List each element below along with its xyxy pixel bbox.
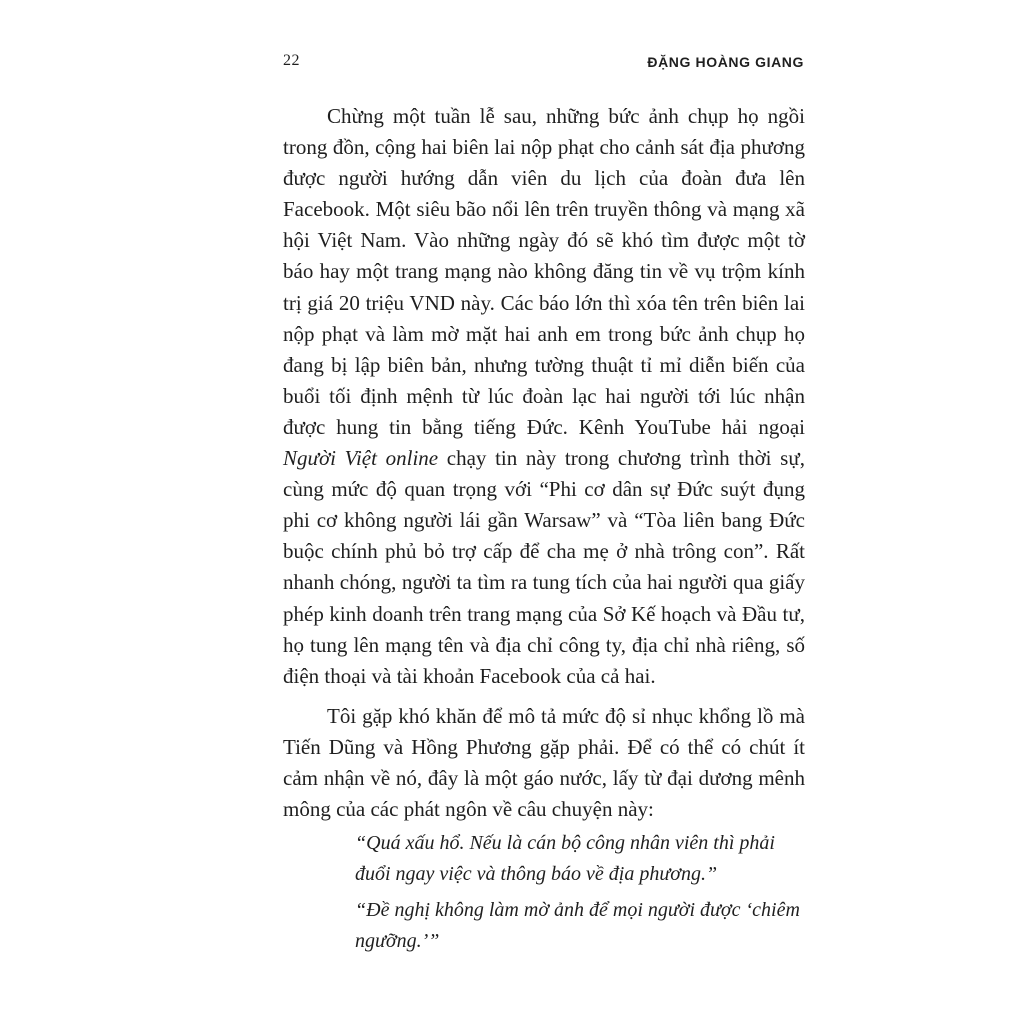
channel-name-italic: Người Việt online xyxy=(283,446,439,471)
body-text xyxy=(283,101,805,825)
paragraph-2: Tôi gặp khó khăn để mô tả mức độ sỉ nhục khổng lồ mà Tiến Dũng và Hồng Phương gặp phải. Để có thể có chút ít cảm nhận về nó, đây là một gáo nước, lấy từ đại dương mênh mông của các phát ngôn về câu chuyện này: xyxy=(283,703,805,822)
paragraph-1-text-after: chạy tin này trong chương trình thời sự, cùng mức độ quan trọng với “Phi cơ dân sự Đức suýt đụng phi cơ không người lái gần Warsaw” và “Tòa liên bang Đức buộc chính phủ bỏ trợ cấp để cha mẹ ở nhà trông con”. Rất nhanh chóng, người ta tìm ra tung tích của hai người qua giấy phép kinh doanh trên trang mạng của Sở Kế hoạch và Đầu tư, họ tung lên mạng tên và địa chỉ công ty, địa chỉ nhà riêng, số điện thoại và tài khoản Facebook của cả hai. xyxy=(283,446,805,688)
quote-block xyxy=(355,828,805,957)
page-number: 22 xyxy=(283,52,300,69)
paragraph-1-text-before: Chừng một tuần lễ sau, những bức ảnh chụp họ ngồi trong đồn, cộng hai biên lai nộp phạt cho cảnh sát địa phương được người hướng dẫn viên du lịch của đoàn đưa lên Facebook. Một siêu bão nổi lên trên truyền thông và mạng xã hội Việt Nam. Vào những ngày đó sẽ khó tìm được một tờ báo hay một trang mạng nào không đăng tin về vụ trộm kính trị giá 20 triệu VND này. Các báo lớn thì xóa tên trên biên lai nộp phạt và làm mờ mặt hai anh em trong bức ảnh chụp họ đang bị lập biên bản, nhưng tường thuật tỉ mỉ diễn biến của buổi tối định mệnh từ lúc đoàn lạc hai người tới lúc nhận được hung tin bằng tiếng Đức. Kênh YouTube hải ngoại xyxy=(283,104,805,439)
running-head-author: ĐẶNG HOÀNG GIANG xyxy=(647,54,804,70)
quote-1: “Quá xấu hổ. Nếu là cán bộ công nhân viên thì phải đuổi ngay việc và thông báo về địa phương.” xyxy=(355,832,775,885)
quote-2: “Đề nghị không làm mờ ảnh để mọi người được ‘chiêm ngưỡng.’” xyxy=(355,899,800,952)
paragraph-1 xyxy=(283,101,805,692)
